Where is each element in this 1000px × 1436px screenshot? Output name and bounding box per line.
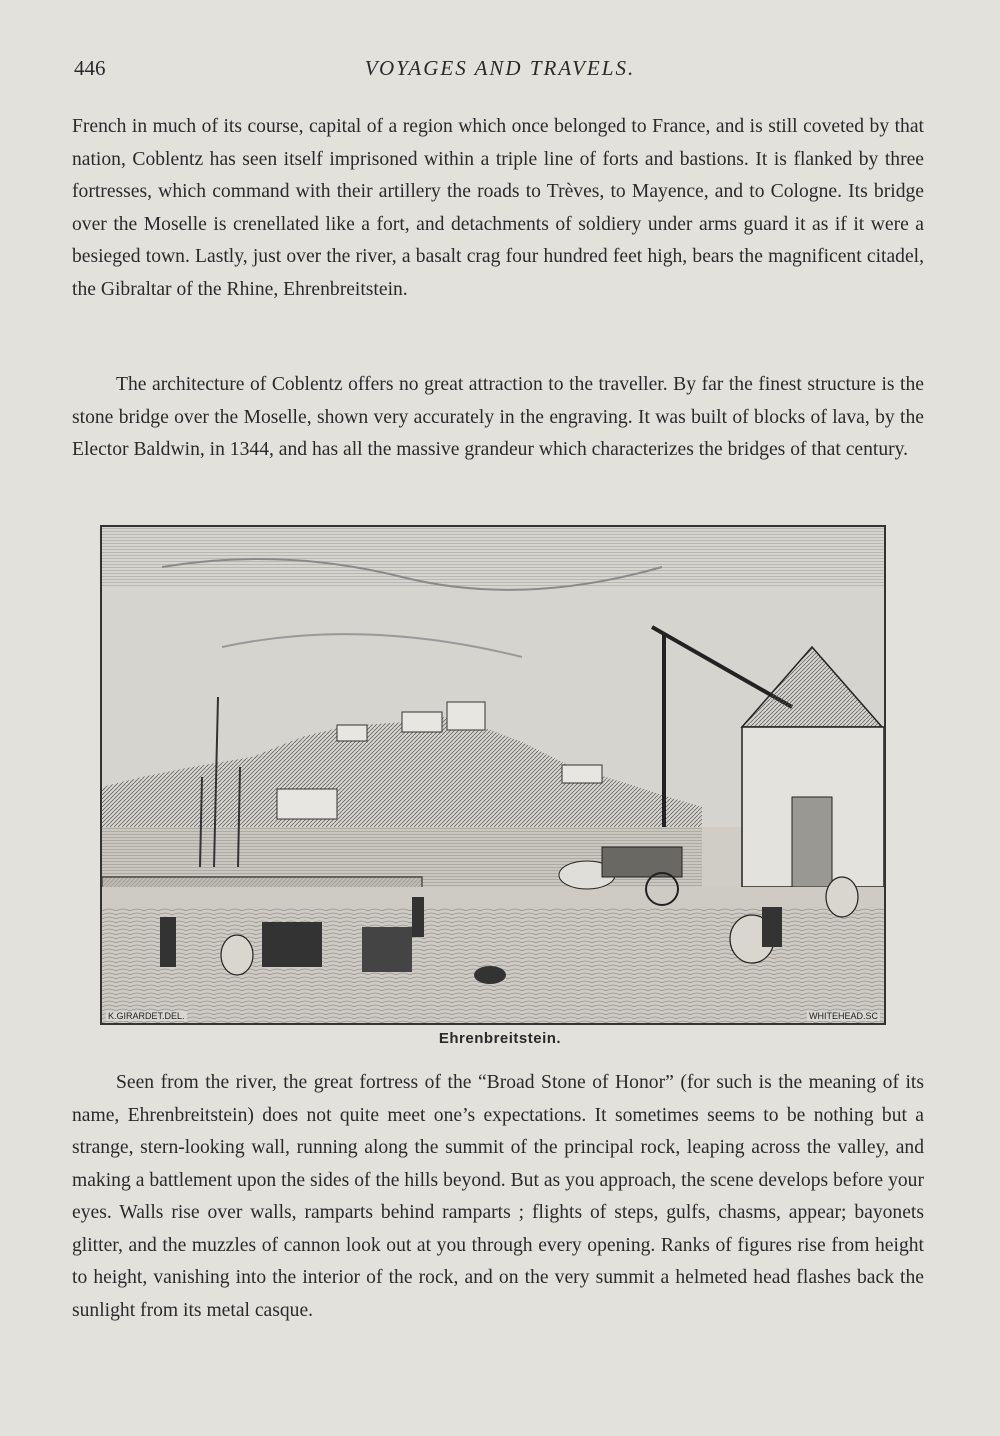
page-number: 446 xyxy=(74,56,106,80)
page-header xyxy=(74,56,926,90)
paragraph-coblentz-fortifications: French in much of its course, capital of a region which once belonged to France, and is still coveted by that nation, Coblentz has seen itself imprisoned within a triple line of forts and bastions. It is flanked by three fortresses, which command with their artillery the roads to Trèves, to Mayence, and to Cologne. Its bridge over the Moselle is crenellated like a fort, and detachments of soldiery under arms guard it as if it were a besieged town. Lastly, just over the river, a basalt crag four hundred feet high, bears the magnificent citadel, the Gibraltar of the Rhine, Ehrenbreitstein. xyxy=(72,116,924,300)
engraving-illustration xyxy=(100,525,886,1025)
running-head: VOYAGES AND TRAVELS. xyxy=(364,56,636,80)
engraving-image xyxy=(102,527,884,1023)
engraver-credit-right: WHITEHEAD.SC xyxy=(808,1011,878,1021)
engraver-credit-left: K.GIRARDET.DEL. xyxy=(108,1011,185,1021)
paragraph-fortress-description: Seen from the river, the great fortress of the “Broad Stone of Honor” (for such is the meaning of its name, Ehrenbreitstein) does not quite meet one’s expectations. It sometimes seems to be nothing but a strange, stern-looking wall, running along the summit of the principal rock, leaping across the valley, and making a battlement upon the sides of the hills beyond. But as you approach, the scene develops before your eyes. Walls rise over walls, ramparts behind ramparts ; flights of steps, gulfs, chasms, appear; bayonets glitter, and the muzzles of cannon look out at you through every opening. Ranks of figures rise from height to height, vanishing into the interior of the rock, and on the very summit a helmeted head flashes back the sunlight from its metal casque. xyxy=(72,1072,924,1321)
paragraph-architecture: The architecture of Coblentz offers no great attraction to the traveller. By far the finest structure is the stone bridge over the Moselle, shown very accurately in the engraving. It was built of blocks of lava, by the Elector Baldwin, in 1344, and has all the massive grandeur which characterizes the bridges of that century. xyxy=(72,374,924,460)
figure-caption: Ehrenbreitstein. xyxy=(438,1030,562,1047)
